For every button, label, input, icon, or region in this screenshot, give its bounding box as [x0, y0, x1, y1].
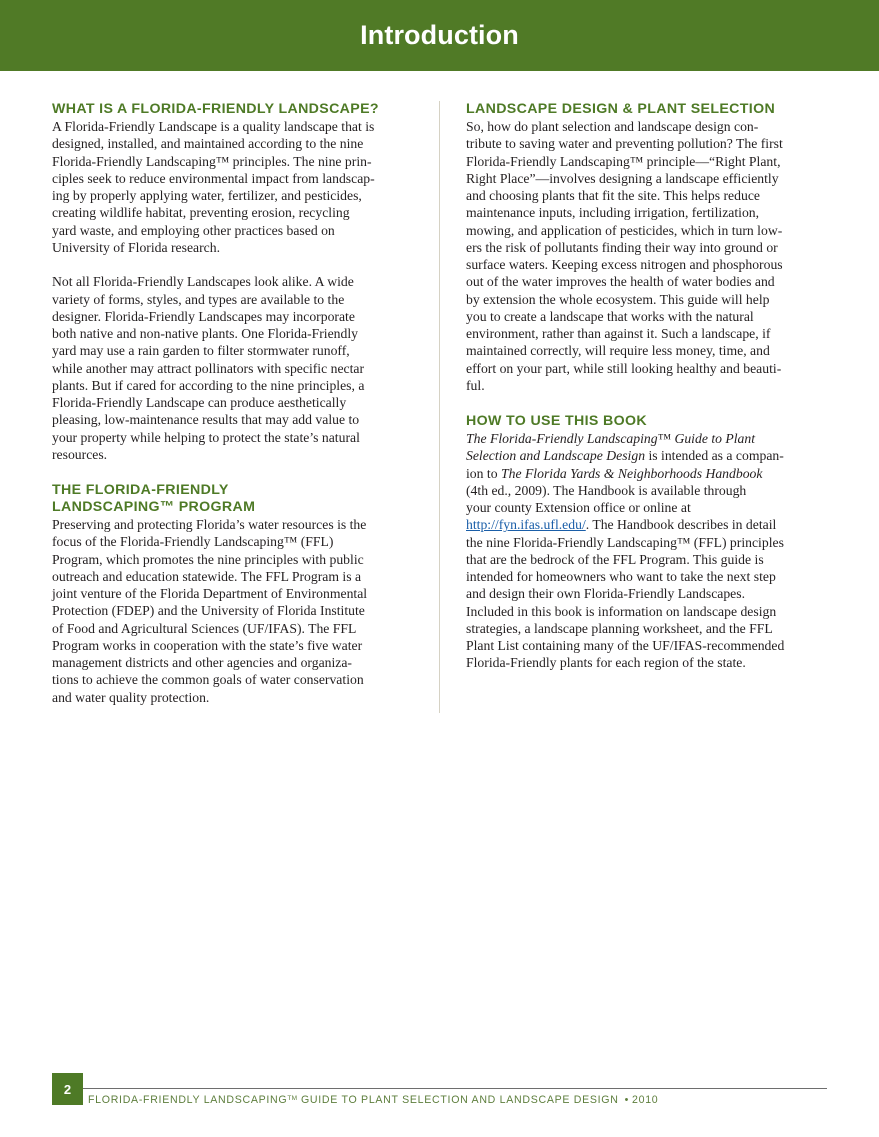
paragraph — [466, 118, 832, 394]
text-line: management districts and other agencies and organiza- — [52, 655, 352, 670]
page-title: Introduction — [360, 20, 519, 50]
text-line: the nine Florida-Friendly Landscaping™ (FFL) principles — [466, 534, 784, 550]
heading-line: LANDSCAPING™ PROGRAM — [52, 499, 256, 515]
text-line: while another may attract pollinators with specific nectar — [52, 360, 365, 376]
text-line: maintenance inputs, including irrigation, fertilization, — [466, 205, 760, 221]
text-line: that are the bedrock of the FFL Program. This guide is — [466, 551, 764, 567]
text-line: mowing, and application of pesticides, which in turn low- — [466, 222, 783, 238]
text-line: intended for homeowners who want to take the next step — [466, 569, 776, 584]
text-line: environment, rather than against it. Such a landscape, if — [466, 326, 771, 341]
paragraph — [52, 118, 418, 256]
trademark: TM — [287, 1095, 298, 1102]
text-line: resources. — [52, 446, 108, 462]
text-line: Included in this book is information on landscape design — [466, 603, 777, 619]
text-line: ion to The Florida Yards & Neighborhoods Handbook — [466, 465, 763, 481]
right-column — [466, 100, 832, 672]
text-line: and design their own Florida-Friendly Landscapes. — [466, 586, 746, 602]
heading-how-to-use: HOW TO USE THIS BOOK — [466, 413, 647, 429]
header-banner — [0, 0, 879, 71]
text-line: maintained correctly, will require less money, time, and — [466, 343, 770, 359]
text-line: focus of the Florida-Friendly Landscaping™ (FFL) — [52, 534, 334, 550]
text-line: effort on your part, while still looking healthy and beauti- — [466, 360, 782, 376]
text-line: designed, installed, and maintained according to the nine — [52, 136, 364, 152]
text-line: designer. Florida-Friendly Landscapes may incorporate — [52, 308, 355, 324]
column-divider — [439, 101, 440, 713]
heading-what-is-ffl: WHAT IS A FLORIDA-FRIENDLY LANDSCAPE? — [52, 101, 379, 117]
text-line: creating wildlife habitat, preventing erosion, recycling — [52, 205, 350, 221]
text-line: ciples seek to reduce environmental impact from landscap- — [52, 170, 375, 186]
bullet: • — [624, 1094, 630, 1106]
text-line: and water quality protection. — [52, 689, 210, 705]
text-line: A Florida-Friendly Landscape is a quality landscape that is — [52, 119, 375, 134]
handbook-title: The Florida Yards & Neighborhoods Handbook — [500, 465, 763, 481]
text-line: and choosing plants that fit the site. This helps reduce — [466, 188, 760, 203]
heading-landscape-design: LANDSCAPE DESIGN & PLANT SELECTION — [466, 101, 776, 117]
text-line: strategies, a landscape planning worksheet, and the FFL — [466, 620, 773, 636]
text-line: joint venture of the Florida Department of Environmental — [52, 586, 368, 601]
text-line: you to create a landscape that works with the natural — [466, 308, 754, 324]
text-line: variety of forms, styles, and types are available to the — [52, 291, 345, 307]
text-line: Selection and Landscape Design is intended as a compan- — [466, 448, 784, 464]
text-line: Preserving and protecting Florida’s water resources is the — [52, 517, 367, 532]
left-column — [52, 100, 418, 706]
text-line: tions to achieve the common goals of water conservation — [52, 672, 364, 688]
footer-year: 2010 — [632, 1094, 659, 1106]
text-line: outreach and education statewide. The FFL Program is a — [52, 568, 362, 584]
paragraph — [52, 273, 418, 463]
text-line: Right Place”—involves designing a landscape efficiently — [466, 170, 779, 186]
text-line: Program, which promotes the nine principles with public — [52, 551, 364, 567]
text-line: your property while helping to protect the state’s natural — [52, 429, 360, 445]
text-line: Protection (FDEP) and the University of Florida Institute — [52, 603, 365, 619]
text-line: University of Florida research. — [52, 239, 220, 255]
running-footer: FLORIDA-FRIENDLY LANDSCAPING™ GUIDE TO PLANT SELECTION AND LANDSCAPE DESIGN • 2010 — [88, 1094, 659, 1106]
text-line: (4th ed., 2009). The Handbook is available through — [466, 482, 747, 498]
fyn-website-link[interactable]: http://fyn.ifas.ufl.edu/ — [466, 517, 586, 533]
paragraph — [52, 516, 418, 706]
book-title: The Florida-Friendly Landscaping™ Guide to Plant — [466, 431, 756, 446]
text-line: both native and non-native plants. One Florida-Friendly — [52, 326, 359, 341]
text-line: Florida-Friendly plants for each region of the state. — [466, 655, 746, 671]
text-line: So, how do plant selection and landscape design con- — [466, 119, 759, 134]
heading-line: THE FLORIDA-FRIENDLY — [52, 482, 229, 498]
page-number: 2 — [52, 1073, 83, 1105]
text-line: tribute to saving water and preventing pollution? The first — [466, 136, 783, 152]
text-line — [466, 430, 832, 447]
text-line: your county Extension office or online at — [466, 500, 691, 515]
footer-rule — [52, 1088, 827, 1089]
paragraph — [466, 430, 832, 672]
text-line: yard waste, and employing other practices based on — [52, 222, 335, 238]
text-line: by extension the whole ecosystem. This guide will help — [466, 291, 770, 307]
text-line: Florida-Friendly Landscaping™ principle—“Right Plant, — [466, 153, 781, 169]
heading-ffl-program — [52, 481, 418, 516]
text-line: ers the risk of pollutants finding their way into ground or — [466, 239, 778, 255]
text-line: of Food and Agricultural Sciences (UF/IFAS). The FFL — [52, 620, 357, 636]
text-line: Florida-Friendly Landscape can produce aesthetically — [52, 395, 347, 410]
text-line: yard may use a rain garden to filter stormwater runoff, — [52, 343, 350, 359]
text-line: pleasing, low-maintenance results that may add value to — [52, 412, 360, 428]
text-line: ing by properly applying water, fertilizer, and pesticides, — [52, 188, 362, 203]
text-line: Program works in cooperation with the state’s five water — [52, 637, 363, 653]
text-line: Florida-Friendly Landscaping™ principles. The nine prin- — [52, 153, 372, 169]
text-line: Plant List containing many of the UF/IFAS-recommended — [466, 638, 785, 653]
text-line: surface waters. Keeping excess nitrogen and phosphorous — [466, 257, 783, 272]
text-line: ful. — [466, 377, 485, 393]
text-line: Not all Florida-Friendly Landscapes look alike. A wide — [52, 274, 354, 290]
text-line: plants. But if cared for according to the nine principles, a — [52, 377, 365, 393]
book-title: Selection and Landscape Design — [466, 448, 646, 464]
text-line: http://fyn.ifas.ufl.edu/. The Handbook describes in detail — [466, 517, 777, 533]
text-line: out of the water improves the health of water bodies and — [466, 274, 775, 290]
